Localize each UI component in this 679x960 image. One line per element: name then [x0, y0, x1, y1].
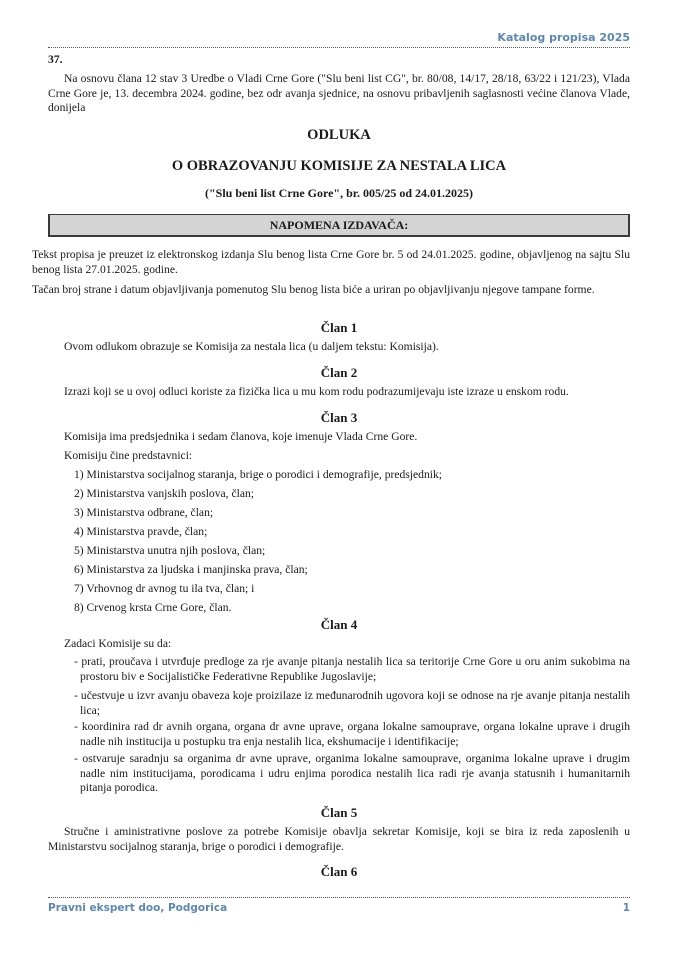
- article-text: Ovom odlukom obrazuje se Komisija za nestala lica (u daljem tekstu: Komisija).: [64, 340, 439, 353]
- document-subtitle: O OBRAZOVANJU KOMISIJE ZA NESTALA LICA: [171, 158, 507, 174]
- article-text: Izrazi koji se u ovoj odluci koriste za fizička lica u mu kom rodu podrazumijevaju iste izraze u enskom rodu.: [64, 385, 569, 398]
- article-heading: Član 3: [320, 410, 358, 425]
- list-item: 4) Ministarstva pravde, član;: [74, 525, 208, 538]
- article-heading: Član 1: [320, 320, 358, 335]
- page-footer: [48, 897, 630, 914]
- page-header: [48, 29, 630, 48]
- article-intro: Zadaci Komisije su da:: [64, 637, 172, 650]
- article-heading: Član 6: [320, 864, 358, 879]
- article-intro: Komisiju čine predstavnici:: [64, 449, 193, 462]
- article-heading: Član 2: [320, 365, 358, 380]
- list-item: - prati, proučava i utvrđuje predloge za rje avanje pitanja nestalih lica sa teritorije Crne Gore u oru anim sukobima na prostoru biv e Socijalističke Federativne Republike Jugoslavije;: [74, 655, 630, 683]
- article-heading: Član 5: [320, 805, 358, 820]
- catalog-title: Katalog propisa 2025: [497, 31, 630, 44]
- publisher-note-heading: NAPOMENA IZDAVAČA:: [48, 214, 630, 237]
- article-text: Stručne i aministrativne poslove za potrebe Komisije obavlja sekretar Komisije, koji se bira iz reda zaposlenih u Ministarstvu socijalnog staranja, brige o porodici i demografije.: [48, 825, 630, 853]
- article-text: Komisija ima predsjednika i sedam članova, koje imenuje Vlada Crne Gore.: [64, 430, 418, 443]
- list-item: 6) Ministarstva za ljudska i manjinska prava, član;: [74, 563, 308, 576]
- article-heading: Član 4: [320, 617, 358, 632]
- list-item: - koordinira rad dr avnih organa, organa dr avne uprave, organa lokalne samouprave, organa lokalne uprave i drugih nadle nih institucija u postupku tra enja nestalih lica, ekshumacije i identifikacije;: [74, 720, 630, 748]
- list-item: 3) Ministarstva odbrane, član;: [74, 506, 214, 519]
- document-title: ODLUKA: [307, 127, 371, 143]
- list-item: 2) Ministarstva vanjskih poslova, član;: [74, 487, 254, 500]
- preamble: Na osnovu člana 12 stav 3 Uredbe o Vladi Crne Gore ("Slu beni list CG", br. 80/08, 14/17, 28/18, 63/22 i 121/23), Vlada Crne Gore je, 13. decembra 2024. godine, bez odr avanja sjednice, na osnovu pribavljenih saglasnosti većine članova Vlade, donijela: [48, 72, 630, 114]
- list-item: 1) Ministarstva socijalnog staranja, brige o porodici i demografije, predsjednik;: [74, 468, 443, 481]
- publisher-note-paragraph: Tačan broj strane i datum objavljivanja pomenutog Slu benog lista biće a uriran po objavljivanju njegove tampane forme.: [32, 283, 595, 296]
- list-item: - učestvuje u izvr avanju obaveza koje proizilaze iz međunarodnih ugovora koji se odnose na rje avanje pitanja nestalih lica;: [74, 689, 630, 717]
- list-item: 7) Vrhovnog dr avnog tu ila tva, član; i: [74, 582, 255, 595]
- gazette-reference: ("Slu beni list Crne Gore", br. 005/25 od 24.01.2025): [204, 186, 473, 200]
- document-number: 37.: [48, 53, 63, 66]
- list-item: - ostvaruje saradnju sa organima dr avne uprave, organima lokalne samouprave, organima lokalne uprave i drugim nadle nim institucijama, porodicama i udru enjima porodica nestalih lica radi rje avanja statusnih i humanitarnih pitanja porodica.: [74, 752, 630, 794]
- publisher-name: Pravni ekspert doo, Podgorica: [48, 902, 228, 914]
- publisher-note-paragraph: Tekst propisa je preuzet iz elektronskog izdanja Slu benog lista Crne Gore br. 5 od 24.01.2025. godine, objavljenog na sajtu Slu benog lista 27.01.2025. godine.: [32, 248, 630, 276]
- page-number: 1: [622, 902, 630, 914]
- list-item: 5) Ministarstva unutra njih poslova, član;: [74, 544, 266, 557]
- list-item: 8) Crvenog krsta Crne Gore, član.: [74, 601, 232, 614]
